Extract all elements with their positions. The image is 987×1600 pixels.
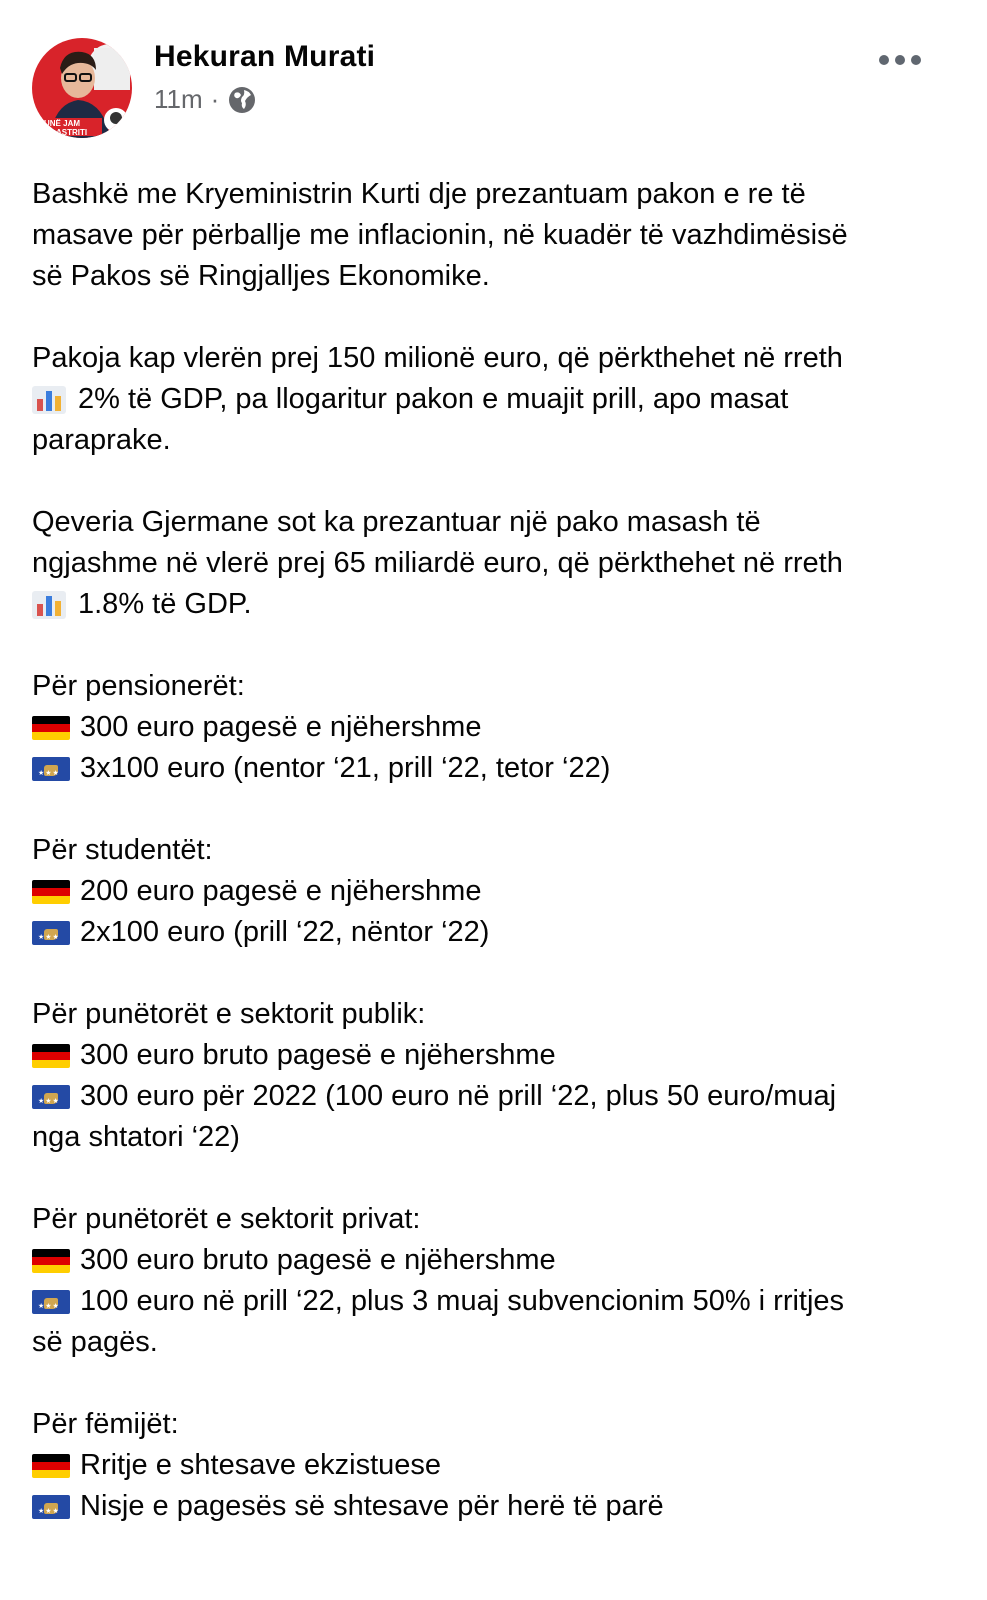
post-time[interactable]: 11m bbox=[154, 84, 203, 114]
kosovo-measure-continued: nga shtatori ‘22) bbox=[32, 1121, 240, 1153]
globe-icon[interactable] bbox=[227, 85, 257, 115]
bar-chart-icon bbox=[32, 591, 66, 619]
kosovo-package-paragraph bbox=[32, 338, 957, 461]
more-options-icon[interactable] bbox=[879, 50, 923, 70]
section-heading: Për punëtorët e sektorit publik: bbox=[32, 998, 426, 1030]
intro-line: së Pakos së Ringjalljes Ekonomike. bbox=[32, 260, 490, 292]
section-children bbox=[32, 1404, 957, 1527]
intro-line: masave për përballje me inflacionin, në kuadër të vazhdimësisë bbox=[32, 219, 848, 251]
germany-flag-icon bbox=[32, 1454, 70, 1478]
kosovo-flag-icon bbox=[32, 921, 70, 945]
paragraph-line: Qeveria Gjermane sot ka prezantuar një pako masash të bbox=[32, 506, 761, 538]
post-header bbox=[32, 38, 955, 143]
section-students bbox=[32, 830, 957, 953]
kosovo-flag-icon bbox=[32, 1495, 70, 1519]
kosovo-measure: 100 euro në prill ‘22, plus 3 muaj subvencionim 50% i rritjes bbox=[80, 1285, 845, 1317]
section-public-workers bbox=[32, 994, 957, 1158]
germany-flag-icon bbox=[32, 880, 70, 904]
germany-flag-icon bbox=[32, 1044, 70, 1068]
post-body bbox=[32, 174, 957, 1568]
avatar[interactable] bbox=[32, 38, 132, 138]
paragraph-line: paraprake. bbox=[32, 424, 171, 456]
section-heading: Për pensionerët: bbox=[32, 670, 245, 702]
paragraph-line: 2% të GDP, pa llogaritur pakon e muajit prill, apo masat bbox=[78, 383, 789, 415]
bar-chart-icon bbox=[32, 386, 66, 414]
kosovo-flag-icon bbox=[32, 757, 70, 781]
intro-paragraph bbox=[32, 174, 957, 297]
kosovo-measure: 300 euro për 2022 (100 euro në prill ‘22, plus 50 euro/muaj bbox=[80, 1080, 837, 1112]
section-heading: Për studentët: bbox=[32, 834, 213, 866]
paragraph-line: Pakoja kap vlerën prej 150 milionë euro, që përkthehet në rreth bbox=[32, 342, 843, 374]
germany-measure: 300 euro pagesë e njëhershme bbox=[80, 711, 482, 743]
germany-measure: 300 euro bruto pagesë e njëhershme bbox=[80, 1244, 556, 1276]
intro-line: Bashkë me Kryeministrin Kurti dje prezantuam pakon e re të bbox=[32, 178, 806, 210]
section-private-workers bbox=[32, 1199, 957, 1363]
germany-measure: 200 euro pagesë e njëhershme bbox=[80, 875, 482, 907]
kosovo-measure: 2x100 euro (prill ‘22, nëntor ‘22) bbox=[80, 916, 490, 948]
kosovo-flag-icon bbox=[32, 1290, 70, 1314]
section-heading: Për punëtorët e sektorit privat: bbox=[32, 1203, 421, 1235]
paragraph-line: 1.8% të GDP. bbox=[78, 588, 252, 620]
germany-measure: Rritje e shtesave ekzistuese bbox=[80, 1449, 442, 1481]
germany-measure: 300 euro bruto pagesë e njëhershme bbox=[80, 1039, 556, 1071]
germany-flag-icon bbox=[32, 716, 70, 740]
avatar-caption-1: UNË JAM bbox=[44, 119, 81, 128]
germany-flag-icon bbox=[32, 1249, 70, 1273]
kosovo-measure: 3x100 euro (nentor ‘21, prill ‘22, tetor ‘22) bbox=[80, 752, 611, 784]
germany-package-paragraph bbox=[32, 502, 957, 625]
meta-separator: · bbox=[210, 84, 220, 114]
section-pensioners bbox=[32, 666, 957, 789]
post-meta bbox=[154, 84, 257, 115]
kosovo-measure-continued: së pagës. bbox=[32, 1326, 158, 1358]
kosovo-measure: Nisje e pagesës së shtesave për herë të parë bbox=[80, 1490, 664, 1522]
section-heading: Për fëmijët: bbox=[32, 1408, 179, 1440]
avatar-caption-2: ASTRITI bbox=[56, 128, 88, 137]
paragraph-line: ngjashme në vlerë prej 65 miliardë euro, që përkthehet në rreth bbox=[32, 547, 843, 579]
author-name[interactable]: Hekuran Murati bbox=[154, 40, 376, 73]
kosovo-flag-icon bbox=[32, 1085, 70, 1109]
